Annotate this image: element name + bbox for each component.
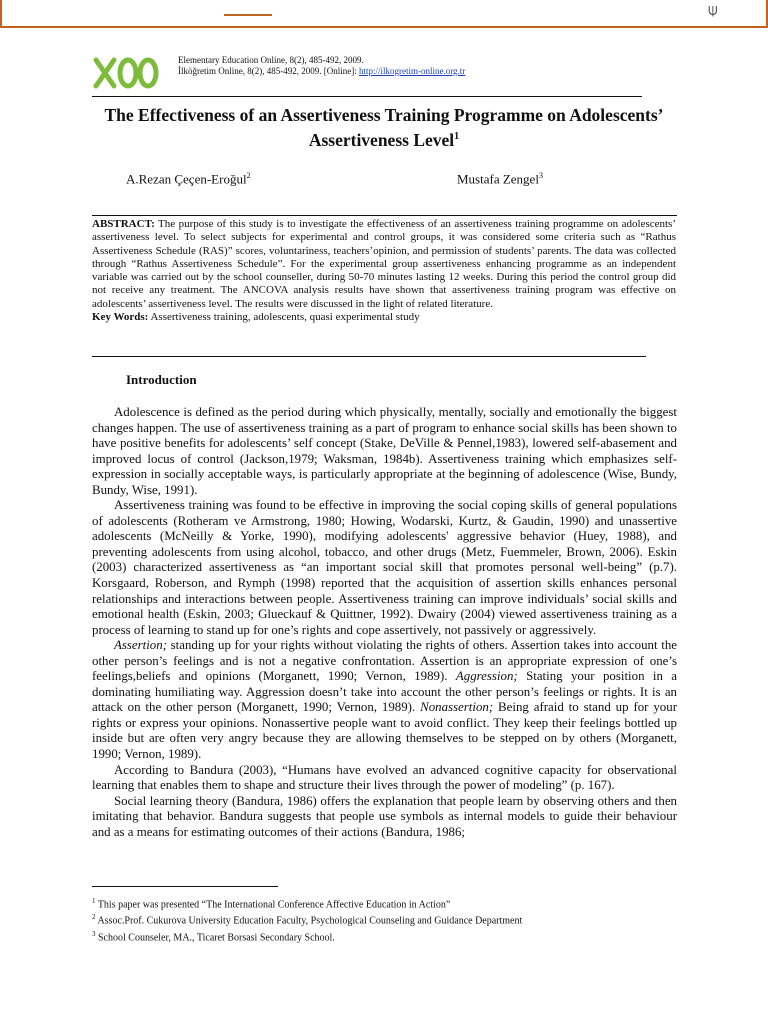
journal-line-1: Elementary Education Online, 8(2), 485-492, 2009. bbox=[178, 55, 364, 65]
author-1-footnote-mark: 2 bbox=[246, 171, 251, 180]
paragraph-4: According to Bandura (2003), “Humans have evolved an advanced cognitive capacity for observational learning that enables them to shape and structure their lives through the power of modeling” (p. 167). bbox=[92, 762, 677, 793]
top-border-bar bbox=[0, 0, 768, 28]
paragraph-3 bbox=[92, 638, 677, 762]
footnote-3 bbox=[92, 928, 522, 944]
footnote-1 bbox=[92, 895, 522, 911]
paper-title-text: The Effectiveness of an Assertiveness Training Programme on Adolescents’ Assertiveness Level bbox=[104, 105, 664, 150]
journal-url-link[interactable]: http://ilkogretim-online.org.tr bbox=[358, 66, 466, 76]
left-border bbox=[0, 0, 2, 28]
journal-line-2: İlköğretim Online, 8(2), 485-492, 2009. [Online]: bbox=[178, 66, 359, 76]
abstract-block bbox=[92, 218, 676, 324]
paragraph-5: Social learning theory (Bandura, 1986) offers the explanation that people learn by observing others and then imitating that behavior. Bandura suggests that people use symbols as internal models to guide their behaviour and as a means for estimating outcomes of their actions (Bandura, 1986; bbox=[92, 793, 677, 839]
title-footnote-mark: 1 bbox=[454, 131, 460, 142]
paragraph-2: Assertiveness training was found to be effective in improving the social coping skills of general populations of adolescents (Rotheram ve Armstrong, 1980; Howing, Wodarski, Kurtz, & Gaudin, 1990) and unassertive adolescents (McNeilly & Yorke, 1990), modifying adolescents' aggressive behavior (Huey, 1988), and preventing adolescents from using alcohol, tobacco, and other drugs (Metz, Fuemmeler, Brown, 2006). Eskin (2003) characterized assertiveness as “an important social skill that promotes personal well-being” (p.7). Korsgaard, Roberson, and Rymph (1998) reported that the acquisition of assertion skills enhances personal relationships and interactions between people. Assertiveness training can improve individuals’ social skills and emotional health (Eskin, 2003; Glueckauf & Quittner, 1992). Dwairy (2004) viewed assertiveness training as a process of learning to stand up for one’s rights and cope assertively, not passively or aggressively. bbox=[92, 498, 677, 637]
nonassertion-definition: Being afraid to stand up for your rights or express your opinions. Nonassertive people want to avoid conflict. They keep their feelings bottled up inside but are often very angry because they are allowing themselves to be stepped on by others (Morganett, 1990; Vernon, 1989). bbox=[92, 700, 677, 762]
term-aggression: Aggression; bbox=[455, 669, 518, 684]
author-2 bbox=[457, 171, 543, 187]
paper-title bbox=[92, 104, 676, 151]
footnotes bbox=[92, 895, 522, 944]
term-nonassertion: Nonassertion; bbox=[420, 700, 494, 715]
header-rule bbox=[92, 96, 642, 97]
keywords-text: Assertiveness training, adolescents, quasi experimental study bbox=[148, 311, 420, 324]
journal-info bbox=[178, 55, 465, 77]
paragraph-1: Adolescence is defined as the period during which physically, mentally, socially and emotionally the biggest changes happen. The use of assertiveness training as a part of program to enhance social skills has been shown to have positive benefits for adolescents’ self concept (Stake, DeVille & Pennel,1983), lowered self-abasement and improved locus of control (Jackson,1979; Waksman, 1984b). Assertiveness training which emphasizes self-expression in socially acceptable ways, is particularly appropriate at the beginning of adolescence (Wise, Bundy, Bundy, Wise, 1991). bbox=[92, 405, 677, 497]
abstract-label: ABSTRACT: bbox=[92, 218, 155, 230]
footnote-2 bbox=[92, 911, 522, 927]
keywords-label: Key Words: bbox=[92, 311, 149, 324]
footnote-2-mark: 2 bbox=[92, 913, 96, 922]
footnote-3-text: School Counseler, MA., Ticaret Borsasi Secondary School. bbox=[95, 931, 335, 943]
author-2-name: Mustafa Zengel bbox=[457, 171, 539, 187]
footnote-3-mark: 3 bbox=[92, 929, 96, 938]
section-heading: Introduction bbox=[126, 372, 197, 387]
assertion-definition: standing up for your rights without violating the rights of others. Assertion takes into account the other person’s feelings and is not a negative confrontation. Assertion is an appropriate expression of one’s feelings,beliefs and opinions (Morganett, 1990; Vernon, 1989). bbox=[92, 638, 677, 684]
footnote-1-mark: 1 bbox=[92, 897, 96, 905]
toolbar-dash bbox=[224, 14, 272, 16]
abstract-top-rule bbox=[92, 215, 677, 216]
footnote-1-text: This paper was presented “The International Conference Affective Education in Action” bbox=[95, 899, 451, 911]
footnote-2-text: Assoc.Prof. Cukurova University Education Faculty, Psychological Counseling and Guidance Department bbox=[95, 915, 523, 927]
body-text bbox=[92, 405, 677, 840]
author-1-name: A.Rezan Çeçen-Eroğul bbox=[126, 171, 247, 187]
abstract-bottom-rule bbox=[92, 356, 646, 357]
aggression-definition: Stating your position in a dominating humiliating way. Aggression doesn’t take into account the other person’s feelings or rights. It is an attack on the other person (Morganett, 1990; Vernon, 1989). bbox=[92, 669, 678, 715]
journal-logo-icon bbox=[92, 54, 162, 92]
abstract-text: The purpose of this study is to investigate the effectiveness of an assertiveness training programme on adolescents’ assertiveness level. To select subjects for experimental and control groups, it was considered some criteria such as “Rathus Assertiveness Schedule (RAS)” scores, voluntariness, teachers’opinion, and permission of students’ parents. The data was collected through “Rathus Assertiveness Schedule”. For the experimental group assertiveness enhancing programme as an independent variable was carried out by the school counseller, during 50-70 minutes lasting 12 weeks. During this period the control group did not receive any treatment. The ANCOVA analysis results have shown that assertiveness training program was effective on adolescents’ assertiveness level. The results were discussed in the light of related literature. bbox=[92, 218, 676, 310]
author-1 bbox=[126, 171, 251, 187]
pin-icon[interactable]: ⍦ bbox=[708, 2, 718, 19]
author-2-footnote-mark: 3 bbox=[538, 171, 543, 180]
footnote-rule bbox=[92, 886, 278, 887]
term-assertion: Assertion; bbox=[114, 638, 167, 653]
